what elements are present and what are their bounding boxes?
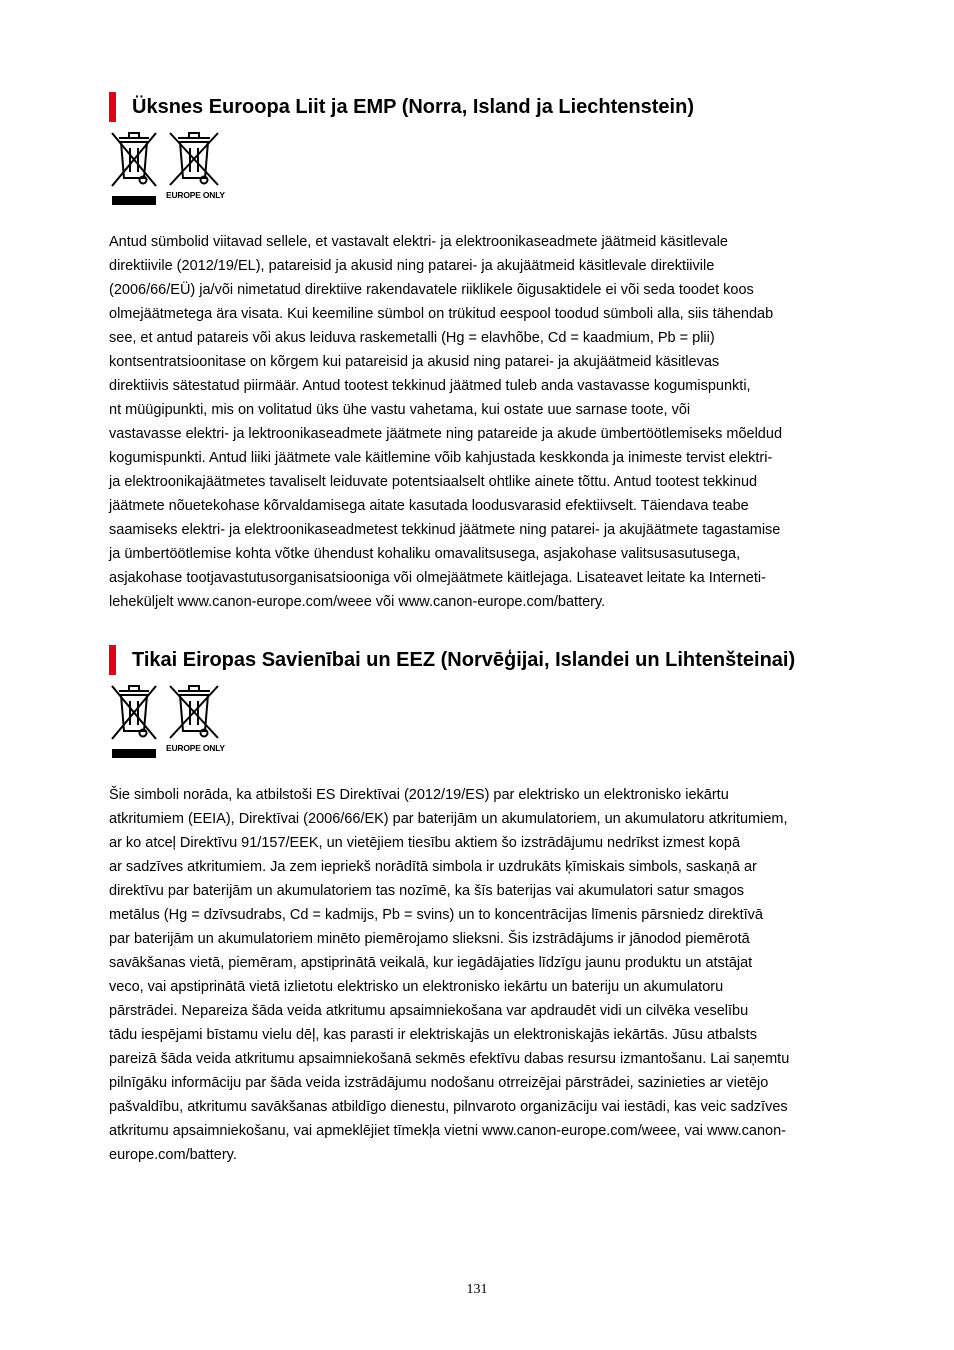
section-estonian (109, 92, 869, 614)
heading-accent-bar (109, 92, 116, 122)
crossed-bin-icon (166, 130, 224, 192)
crossed-bin-icon (166, 683, 224, 745)
section-body: Šie simboli norāda, ka atbilstoši ES Direktīvai (2012/19/ES) par elektrisko un elektronisko iekārtu atkritumiem (EEIA), Direktīvai (2006/66/EK) par baterijām un akumulatoriem, un akumulatoru atkritumiem, ar ko atceļ Direktīvu 91/157/EEK, un vietējiem tiesību aktiem šo izstrādājumu nedrīkst izmest kopā ar sadzīves atkritumiem. Ja zem iepriekš norādītā simbola ir uzdrukāts ķīmiskais simbols, saskaņā ar direktīvu par baterijām un akumulatoriem tas nozīmē, ka šīs baterijas vai akumulatori satur smagos metālus (Hg = dzīvsudrabs, Cd = kadmijs, Pb = svins) un to koncentrācijas līmenis pārsniedz direktīvā par baterijām un akumulatoriem minēto piemērojamo slieksni. Šis izstrādājums ir jānodod piemērotā savākšanas vietā, piemēram, apstiprinātā veikalā, kur iegādājaties līdzīgu jaunu produktu un atstājat veco, vai apstiprinātā vietā izlietotu elektrisko un elektronisko iekārtu un bateriju un akumulatoru pārstrādei. Nepareiza šāda veida atkritumu apsaimniekošana var apdraudēt vidi un cilvēka veselību tādu iespējami bīstamu vielu dēļ, kas parasti ir elektriskajās un elektroniskajās iekārtās. Jūsu atbalsts pareizā šāda veida atkritumu apsaimniekošanā sekmēs efektīvu dabas resursu izmantošanu. Lai saņemtu pilnīgāku informāciju par šāda veida izstrādājumu nodošanu otrreizējai pārstrādei, sazinieties ar vietējo pašvaldību, atkritumu savākšanas atbildīgo dienestu, pilnvaroto organizāciju vai iestādi, kas veic sadzīves atkritumu apsaimniekošanu, vai apmeklējiet tīmekļa vietni www.canon-europe.com/weee, vai www.canon- europe.com/battery. (109, 787, 790, 1163)
europe-only-label: EUROPE ONLY (166, 743, 225, 753)
section-title: Üksnes Euroopa Liit ja EMP (Norra, Island ja Liechtenstein) (132, 96, 694, 118)
crossed-bin-with-bar-icon (109, 130, 159, 208)
weee-symbols (109, 130, 229, 208)
heading-accent-bar (109, 645, 116, 675)
section-heading (109, 645, 869, 675)
weee-symbols (109, 683, 229, 761)
europe-only-label: EUROPE ONLY (166, 190, 225, 200)
crossed-bin-with-bar-icon (109, 683, 159, 761)
section-body: Antud sümbolid viitavad sellele, et vastavalt elektri- ja elektroonikaseadmete jäätmeid käsitlevale direktiivile (2012/19/EL), patareisid ja akusid ning patarei- ja akujäätmeid käsitlevale direktiivile (2006/66/EÜ) ja/või nimetatud direktiive rakendavatele riiklikele õigusaktidele ei või seda toodet koos olmejäätmetega ära visata. Kui keemiline sümbol on trükitud eespool toodud sümboli alla, siis tähendab see, et antud patareis või akus leiduva raskemetalli (Hg = elavhõbe, Cd = kaadmium, Pb = plii) kontsentratsioonitase on kõrgem kui patareisid ja akusid ning patarei- ja akujäätmeid käsitlevas direktiivis sätestatud piirmäär. Antud tootest tekkinud jäätmed tuleb anda vastavasse kogumispunkti, nt müügipunkti, mis on volitatud üks ühe vastu vahetama, kui ostate uue sarnase toote, või vastavasse elektri- ja lektroonikaseadmete jäätmete ning patareide ja akude ümbertöötlemiseks mõeldud kogumispunkti. Antud liiki jäätmete vale käitlemine võib kahjustada keskkonda ja inimeste tervist elektri- ja elektroonikajäätmetes tavaliselt leiduvate potentsiaalselt ohtlike ainete tõttu. Antud tootest tekkinud jäätmete nõuetekohase kõrvaldamisega aitate kasutada loodusvarasid efektiivselt. Täiendava teabe saamiseks elektri- ja elektroonikaseadmetest tekkinud jäätmete ning patarei- ja akujäätmete tagastamise ja ümbertöötlemise kohta võtke ühendust kohaliku omavalitsusega, asjakohase valitsusasutusega, asjakohase tootjavastutusorganisatsiooniga või olmejäätmete käitlejaga. Lisateavet leitate ka Interneti- leheküljelt www.canon-europe.com/weee või www.canon-europe.com/battery. (109, 234, 783, 610)
section-heading (109, 92, 869, 122)
page-number: 131 (466, 1282, 488, 1297)
section-latvian (109, 645, 869, 1167)
section-title: Tikai Eiropas Savienībai un EEZ (Norvēģijai, Islandei un Lihtenšteinai) (132, 649, 796, 671)
